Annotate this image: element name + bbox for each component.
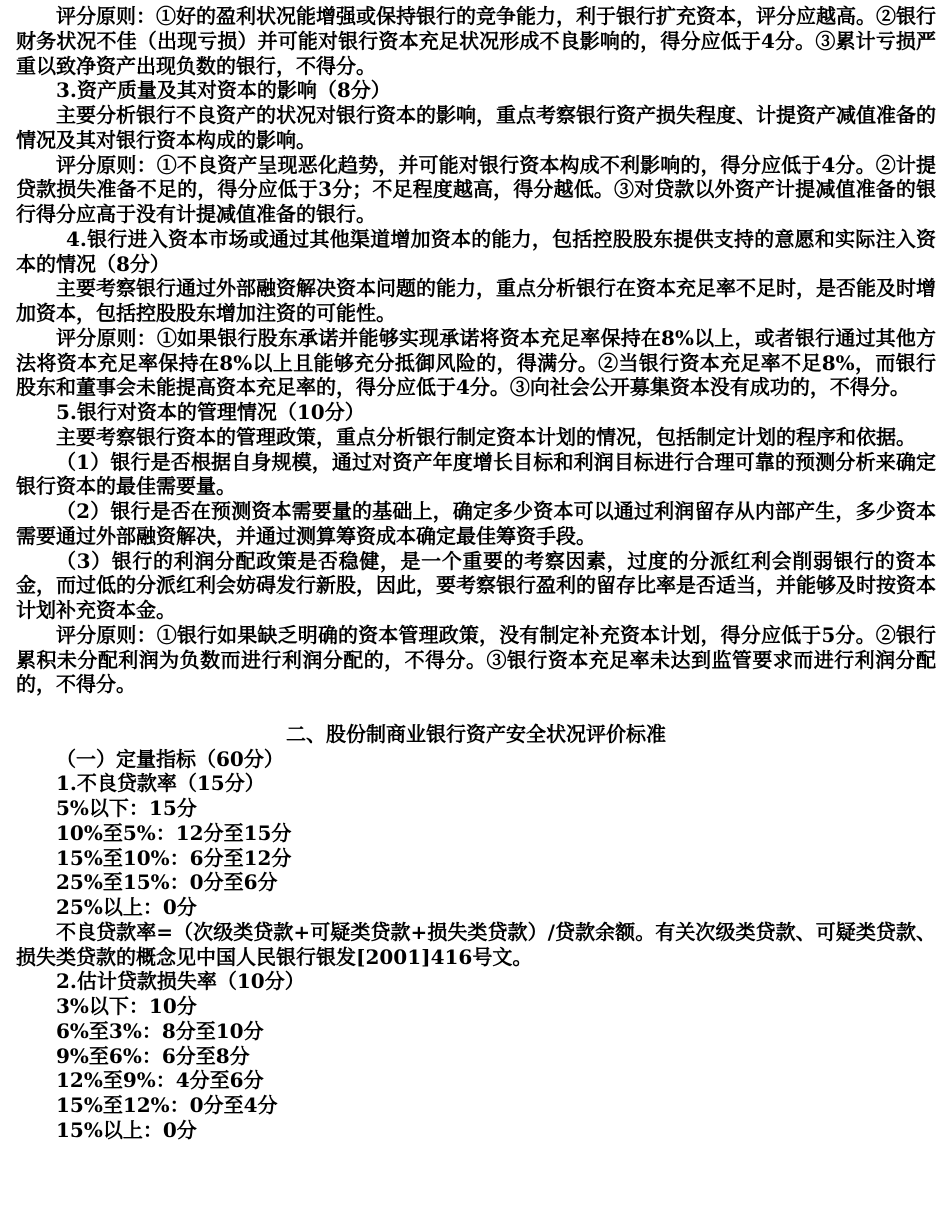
subsection-title: （一）定量指标（60分）	[56, 746, 284, 771]
paragraph: 主要考察银行资本的管理政策，重点分析银行制定资本计划的情况，包括制定计划的程序和依据。	[56, 424, 916, 449]
score-item: 15%至10%：6分至12分	[56, 845, 292, 870]
paragraph: 主要考察银行通过外部融资解决资本问题的能力，重点分析银行在资本充足率不足时，是否能及时增加资本，包括控股股东增加注资的可能性。	[16, 276, 936, 325]
paragraph: （1）银行是否根据自身规模，通过对资产年度增长目标和利润目标进行合理可靠的预测分析来确定银行资本的最佳需要量。	[16, 449, 936, 499]
score-item: 12%至9%：4分至6分	[56, 1068, 264, 1093]
section-heading: 5.银行对资本的管理情况（10分）	[56, 400, 365, 424]
metric-heading: 1.不良贷款率（15分）	[56, 771, 265, 796]
score-item: 9%至6%：6分至8分	[56, 1043, 250, 1068]
score-item: 3%以下：10分	[56, 994, 197, 1018]
paragraph: 评分原则：①好的盈利状况能增强或保持银行的竞争能力，利于银行扩充资本，评分应越高。②银行财务状况不佳（出现亏损）并可能对银行资本充足状况形成不良影响的，得分应低于4分。③累计亏损严重以致净资产出现负数的银行，不得分。	[16, 4, 936, 78]
chapter-title: 二、股份制商业银行资产安全状况评价标准	[286, 721, 666, 746]
definition-note: 不良贷款率=（次级类贷款+可疑类贷款+损失类贷款）/贷款余额。有关次级类贷款、可疑类贷款、损失类贷款的概念见中国人民银行银发[2001]416号文。	[16, 919, 936, 969]
section-heading: 3.资产质量及其对资本的影响（8分）	[56, 78, 391, 103]
score-item: 5%以下：15分	[56, 796, 197, 820]
score-item: 10%至5%：12分至15分	[56, 820, 292, 845]
score-item: 6%至3%：8分至10分	[56, 1018, 264, 1043]
section-heading: 4.银行进入资本市场或通过其他渠道增加资本的能力，包括控股股东提供支持的意愿和实际注入资本的情况（8分）	[16, 226, 936, 276]
paragraph: 评分原则：①不良资产呈现恶化趋势，并可能对银行资本构成不利影响的，得分应低于4分。②计提贷款损失准备不足的，得分应低于3分；不足程度越高，得分越低。③对贷款以外资产计提减值准备的银行得分应高于没有计提减值准备的银行。	[16, 152, 936, 226]
metric-heading: 2.估计贷款损失率（10分）	[56, 969, 305, 994]
paragraph: 评分原则：①如果银行股东承诺并能够实现承诺将资本充足率保持在8%以上，或者银行通过其他方法将资本充足率保持在8%以上且能够充分抵御风险的，得满分。②当银行资本充足率不足8%，而银行股东和董事会未能提高资本充足率的，得分应低于4分。③向社会公开募集资本没有成功的，不得分。	[16, 325, 936, 400]
paragraph: （3）银行的利润分配政策是否稳健，是一个重要的考察因素，过度的分派红利会削弱银行的资本金，而过低的分派红利会妨碍发行新股，因此，要考察银行盈利的留存比率是否适当，并能够及时按资本计划补充资本金。	[16, 548, 936, 622]
score-item: 25%以上：0分	[56, 895, 197, 919]
paragraph: 主要分析银行不良资产的状况对银行资本的影响，重点考察银行资产损失程度、计提资产减值准备的情况及其对银行资本构成的影响。	[16, 103, 936, 152]
score-item: 25%至15%：0分至6分	[56, 870, 278, 895]
score-item: 15%以上：0分	[56, 1117, 197, 1142]
score-item: 15%至12%：0分至4分	[56, 1093, 278, 1117]
paragraph: 评分原则：①银行如果缺乏明确的资本管理政策，没有制定补充资本计划，得分应低于5分。②银行累积未分配利润为负数而进行利润分配的，不得分。③银行资本充足率未达到监管要求而进行利润分配的，不得分。	[16, 622, 936, 697]
spacer	[16, 697, 936, 722]
paragraph: （2）银行是否在预测资本需要量的基础上，确定多少资本可以通过利润留存从内部产生，多少资本需要通过外部融资解决，并通过测算筹资成本确定最佳筹资手段。	[16, 499, 936, 548]
